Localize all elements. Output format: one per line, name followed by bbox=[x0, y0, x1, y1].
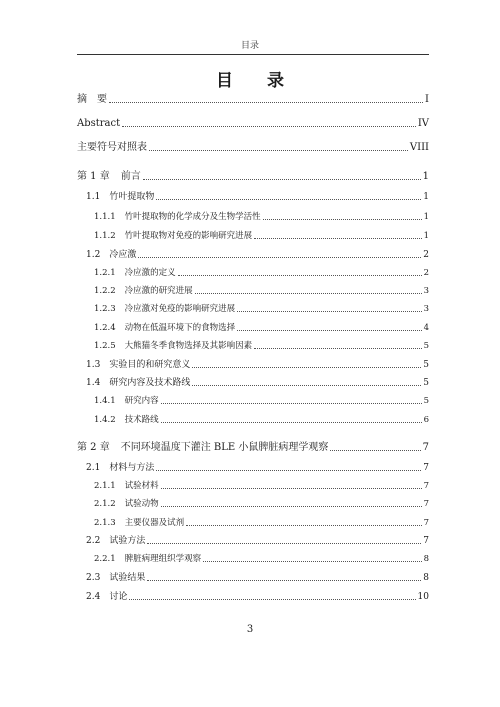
toc-entry-label: 不同环境温度下灌注 BLE 小鼠脾脏病理学观察 bbox=[120, 442, 329, 453]
toc-entry-number: 2.1.3 bbox=[94, 518, 116, 528]
toc-entry-title bbox=[94, 414, 159, 426]
header-rule bbox=[77, 54, 429, 55]
toc-entry[interactable] bbox=[77, 336, 429, 352]
toc-entry-number: 1.3 bbox=[86, 360, 101, 370]
toc-entry-label: 摘 要 bbox=[77, 94, 107, 105]
toc-entry-title bbox=[94, 322, 235, 334]
toc-entry-page: I bbox=[425, 94, 429, 105]
toc-entry-label: 研究内容及技术路线 bbox=[109, 378, 191, 388]
toc-entry[interactable] bbox=[77, 167, 429, 183]
toc-entry-label: 冷应激的研究进展 bbox=[124, 286, 193, 296]
dot-leader bbox=[147, 543, 421, 544]
toc-entry-label: 主要符号对照表 bbox=[77, 142, 147, 153]
toc-entry-title bbox=[94, 303, 235, 315]
toc-entry[interactable] bbox=[77, 187, 429, 203]
toc-entry-page: 3 bbox=[423, 304, 429, 314]
toc-entry-number: 2.2.1 bbox=[94, 554, 116, 564]
toc-entry-page: 1 bbox=[423, 192, 429, 202]
toc-entry-number: 1.2 bbox=[86, 250, 101, 260]
dot-leader bbox=[147, 580, 421, 581]
toc-entry-page: 8 bbox=[423, 554, 429, 564]
dot-leader bbox=[161, 506, 422, 507]
toc-entry-label: 动物在低温环境下的食物选择 bbox=[124, 323, 236, 333]
dot-leader bbox=[156, 199, 421, 200]
dot-leader bbox=[330, 450, 420, 451]
toc-entry-page: 7 bbox=[423, 499, 429, 509]
toc-entry-label: 冷应激对免疫的影响研究进展 bbox=[124, 304, 236, 314]
toc-entry[interactable] bbox=[77, 263, 429, 279]
toc-entry-label: 竹叶提取物 bbox=[109, 192, 155, 202]
dot-leader bbox=[143, 179, 421, 180]
toc-entry-page: 4 bbox=[423, 323, 429, 333]
toc-entry-label: 脾脏病理组织学观察 bbox=[124, 554, 202, 564]
toc-entry-number: 1.2.4 bbox=[94, 323, 116, 333]
toc-entry-number: 1.4.1 bbox=[94, 396, 116, 406]
page-number: 3 bbox=[246, 624, 254, 635]
toc-entry-title bbox=[94, 517, 184, 529]
toc-entry[interactable] bbox=[77, 494, 429, 510]
toc-entry-page: 7 bbox=[423, 536, 429, 546]
toc-entry-title bbox=[94, 230, 252, 242]
toc-entry-label: 冷应激 bbox=[109, 250, 137, 260]
toc-entry-title bbox=[94, 340, 252, 352]
toc-entry-number: 1.1.2 bbox=[94, 231, 116, 241]
dot-leader bbox=[178, 275, 422, 276]
toc-entry-title bbox=[94, 480, 159, 492]
toc-entry-number: 第 2 章 bbox=[77, 442, 110, 453]
toc-entry-title bbox=[94, 211, 261, 223]
toc-entry[interactable] bbox=[77, 90, 429, 106]
toc-entry-number: 2.1.2 bbox=[94, 499, 116, 509]
toc-entry-label: 讨论 bbox=[109, 592, 128, 602]
toc-entry-number: 1.4.2 bbox=[94, 415, 116, 425]
toc-entry-number: 2.4 bbox=[86, 592, 101, 602]
toc-entry-number: 1.2.1 bbox=[94, 268, 116, 278]
toc-entry[interactable] bbox=[77, 513, 429, 529]
toc-entry-number: 2.2 bbox=[86, 536, 101, 546]
toc-entry-title bbox=[86, 462, 154, 474]
toc-entry-label: 技术路线 bbox=[124, 415, 159, 425]
toc-entry[interactable] bbox=[77, 373, 429, 389]
dot-leader bbox=[122, 126, 416, 127]
toc-entry-number: 2.1.1 bbox=[94, 481, 116, 491]
toc-entry[interactable] bbox=[77, 438, 429, 454]
toc-entry-number: 2.3 bbox=[86, 573, 101, 583]
dot-leader bbox=[192, 385, 421, 386]
toc-entry-label: 实验目的和研究意义 bbox=[109, 360, 191, 370]
toc-entry-number: 2.1 bbox=[86, 463, 101, 473]
toc-entry[interactable] bbox=[77, 114, 429, 130]
toc-entry-label: 主要仪器及试剂 bbox=[124, 518, 185, 528]
running-header: 目录 bbox=[240, 41, 259, 51]
toc-entry-label: Abstract bbox=[77, 118, 121, 129]
toc-entry-title bbox=[94, 395, 159, 407]
dot-leader bbox=[138, 257, 421, 258]
toc-entry-number: 1.2.3 bbox=[94, 304, 116, 314]
toc-entry-title bbox=[86, 377, 190, 389]
dot-leader bbox=[192, 367, 421, 368]
toc-entry-label: 大熊猫冬季食物选择及其影响因素 bbox=[124, 341, 253, 351]
toc-entry[interactable] bbox=[77, 299, 429, 315]
toc-entry-page: VIII bbox=[409, 142, 429, 153]
toc-entry-page: IV bbox=[417, 118, 429, 129]
toc-entry-label: 试验方法 bbox=[109, 536, 146, 546]
toc-entry-label: 试验材料 bbox=[124, 481, 159, 491]
toc-entry-title bbox=[94, 553, 201, 565]
toc-entry[interactable] bbox=[77, 549, 429, 565]
toc-entry-label: 试验动物 bbox=[124, 499, 159, 509]
toc-entry[interactable] bbox=[77, 207, 429, 223]
toc-entry-title bbox=[94, 498, 159, 510]
toc-entry-number: 1.1 bbox=[86, 192, 101, 202]
toc-entry-page: 2 bbox=[423, 268, 429, 278]
toc-entry-number: 第 1 章 bbox=[77, 171, 110, 182]
toc-entry-page: 6 bbox=[423, 415, 429, 425]
toc-entry-title bbox=[86, 191, 154, 203]
toc-entry-page: 5 bbox=[423, 360, 429, 370]
dot-leader bbox=[161, 422, 422, 423]
toc-entry[interactable] bbox=[77, 568, 429, 584]
toc-entry-page: 8 bbox=[423, 573, 429, 583]
page-title: 目 录 bbox=[216, 71, 298, 91]
dot-leader bbox=[186, 525, 421, 526]
dot-leader bbox=[203, 561, 421, 562]
dot-leader bbox=[254, 348, 421, 349]
toc-entry-number: 1.4 bbox=[86, 378, 101, 388]
toc-entry-label: 前言 bbox=[120, 171, 141, 182]
toc-entry[interactable] bbox=[77, 458, 429, 474]
toc-entry-title bbox=[77, 171, 141, 183]
toc-entry-page: 7 bbox=[422, 442, 429, 453]
toc-entry-title bbox=[86, 535, 145, 547]
toc-entry[interactable] bbox=[77, 531, 429, 547]
toc-entry-title bbox=[86, 572, 145, 584]
toc-entry-label: 竹叶提取物对免疫的影响研究进展 bbox=[124, 231, 253, 241]
toc-entry-number: 1.2.5 bbox=[94, 341, 116, 351]
toc-entry-title bbox=[77, 118, 120, 130]
toc-entry-title bbox=[94, 285, 193, 297]
toc-entry-page: 1 bbox=[423, 212, 429, 222]
toc-entry-page: 7 bbox=[423, 518, 429, 528]
toc-entry-title bbox=[77, 442, 328, 454]
toc-entry[interactable] bbox=[77, 355, 429, 371]
toc-entry[interactable] bbox=[77, 391, 429, 407]
toc-entry[interactable] bbox=[77, 281, 429, 297]
toc-entry-page: 10 bbox=[417, 592, 429, 602]
dot-leader bbox=[195, 293, 422, 294]
toc-entry-page: 5 bbox=[423, 378, 429, 388]
toc-entry[interactable] bbox=[77, 226, 429, 242]
toc-entry-number: 1.1.1 bbox=[94, 212, 116, 222]
dot-leader bbox=[263, 219, 422, 220]
toc-entry[interactable] bbox=[77, 587, 429, 603]
toc-entry-page: 2 bbox=[423, 250, 429, 260]
dot-leader bbox=[161, 403, 422, 404]
dot-leader bbox=[109, 102, 423, 103]
dot-leader bbox=[237, 330, 421, 331]
dot-leader bbox=[129, 599, 415, 600]
toc-entry-page: 7 bbox=[423, 481, 429, 491]
dot-leader bbox=[237, 311, 421, 312]
toc-entry-label: 竹叶提取物的化学成分及生物学活性 bbox=[124, 212, 261, 222]
toc-entry-number: 1.2.2 bbox=[94, 286, 116, 296]
toc-entry-page: 7 bbox=[423, 463, 429, 473]
toc-entry-page: 5 bbox=[423, 341, 429, 351]
dot-leader bbox=[254, 238, 421, 239]
toc-entry[interactable] bbox=[77, 318, 429, 334]
toc-entry-title bbox=[86, 249, 136, 261]
toc-entry-title bbox=[94, 267, 176, 279]
dot-leader bbox=[156, 470, 421, 471]
toc-entry-page: 5 bbox=[423, 396, 429, 406]
toc-entry-label: 冷应激的定义 bbox=[124, 268, 176, 278]
toc-entry-label: 材料与方法 bbox=[109, 463, 155, 473]
toc-entry[interactable] bbox=[77, 138, 429, 154]
toc-entry-page: 1 bbox=[423, 231, 429, 241]
toc-entry-title bbox=[77, 94, 107, 106]
toc-entry-page: 1 bbox=[422, 171, 429, 182]
toc-entry[interactable] bbox=[77, 410, 429, 426]
toc-entry-label: 试验结果 bbox=[109, 573, 146, 583]
dot-leader bbox=[161, 488, 422, 489]
toc-entry-label: 研究内容 bbox=[124, 396, 159, 406]
dot-leader bbox=[149, 150, 408, 151]
toc-entry[interactable] bbox=[77, 476, 429, 492]
toc-entry[interactable] bbox=[77, 245, 429, 261]
toc-entry-title bbox=[77, 142, 147, 154]
toc-entry-title bbox=[86, 359, 190, 371]
toc-entry-title bbox=[86, 591, 127, 603]
toc-entry-page: 3 bbox=[423, 286, 429, 296]
